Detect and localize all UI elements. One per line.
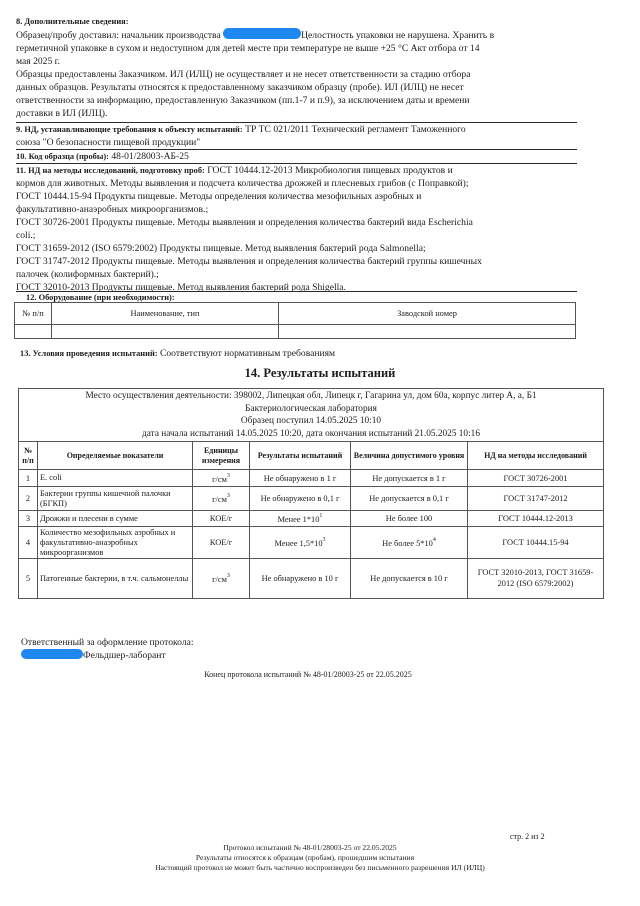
row-result <box>250 487 351 511</box>
result-exponent: 1 <box>319 513 323 519</box>
row-method: ГОСТ 32010-2013, ГОСТ 31659-2012 (ISO 6579:2002) <box>468 559 604 599</box>
row-unit <box>193 527 250 559</box>
table-row <box>19 527 604 559</box>
method-line: факультативно-анаэробных микроорганизмов.; <box>16 204 209 215</box>
row-result <box>250 559 351 599</box>
method-line: ГОСТ 31747-2012 Продукты пищевые. Методы выявления и определения количества бактерий группы кишечных <box>16 256 482 267</box>
method-line: кормов для животных. Методы выявления и подсчета количества дрожжей и плесневых грибов (с Поправкой); <box>16 178 469 189</box>
section-8-para2-line4: доставки в ИЛ (ИЛЦ). <box>16 108 108 119</box>
row-method: ГОСТ 30726-2001 <box>468 470 604 487</box>
row-number: 5 <box>19 559 38 599</box>
section-9-text2: союза "О безопасности пищевой продукции" <box>16 137 201 148</box>
row-unit <box>193 487 250 511</box>
results-info <box>19 389 604 442</box>
row-unit <box>193 511 250 527</box>
row-limit <box>351 470 468 487</box>
test-location: Место осуществления деятельности: 398002, Липецкая обл, Липецк г, Гагарина ул, дом 60а, корпус литер А, а, Б1 <box>85 391 537 401</box>
section-8-line3: мая 2025 г. <box>16 56 60 67</box>
method-line: ГОСТ 10444.15-94 Продукты пищевые. Методы определения количества мезофильных аэробных и <box>16 191 422 202</box>
section-9 <box>16 123 576 149</box>
row-method: ГОСТ 10444.12-2013 <box>468 511 604 527</box>
section-8-line2: герметичной упаковке в сухом и недоступном для детей месте при температуре не выше +25 °С Акт отбора от 14 <box>16 43 480 54</box>
equip-cell <box>52 325 279 339</box>
signature-label: Ответственный за оформление протокола: <box>21 637 194 648</box>
equip-cell <box>15 325 52 339</box>
result-text: Менее 1*10 <box>277 515 320 524</box>
footer-reproduction-note: Настоящий протокол не может быть частично воспроизведен без письменного разрешения ИЛ (ИЛЦ) <box>155 863 485 872</box>
row-number: 2 <box>19 487 38 511</box>
result-text: Не обнаружено в 1 г <box>263 473 337 483</box>
row-indicator: E. coli <box>38 470 193 487</box>
sample-code: 48-01/28003-АБ-25 <box>111 151 189 162</box>
row-unit <box>193 559 250 599</box>
method-line: ГОСТ 10444.12-2013 Микробиология пищевых продуктов и <box>207 165 453 176</box>
packaging-text: Целостность упаковки не нарушена. Хранить в <box>301 30 495 41</box>
result-text: Не обнаружено в 10 г <box>261 574 339 583</box>
section-13 <box>20 347 580 360</box>
row-result <box>250 511 351 527</box>
row-limit <box>351 487 468 511</box>
row-number: 1 <box>19 470 38 487</box>
redacted-name <box>21 649 83 659</box>
limit-exponent: 4 <box>432 537 436 543</box>
limit-text: Не более 100 <box>385 514 433 523</box>
section-8-para2-line3: ответственности за информацию, предоставленную Заказчиком (пп.1-7 и п.9), за исключением даты и времени <box>16 95 470 106</box>
test-conditions: Соответствуют нормативным требованиям <box>159 348 336 359</box>
section-12-label: 12. Оборудование (при необходимости): <box>26 293 175 302</box>
result-text: Не обнаружено в 0,1 г <box>260 494 340 503</box>
method-line: ГОСТ 31659-2012 (ISO 6579:2002) Продукты пищевые. Метод выявления бактерий рода Salmonella; <box>16 243 426 254</box>
section-10 <box>16 150 576 163</box>
equip-header-number: № п/п <box>15 303 52 325</box>
method-line: coli.; <box>16 230 36 241</box>
equip-header-serial: Заводской номер <box>279 303 576 325</box>
row-indicator: Патогенные бактерии, в т.ч. сальмонеллы <box>38 559 193 599</box>
page-number: стр. 2 из 2 <box>510 832 545 841</box>
unit-text: г/см <box>212 575 227 584</box>
method-line: палочек (колиформных бактерий).; <box>16 269 159 280</box>
header-indicator: Определяемые показатели <box>38 442 193 470</box>
row-number: 4 <box>19 527 38 559</box>
limit-text: Не допускается в 10 г <box>370 574 448 583</box>
table-row <box>19 559 604 599</box>
unit-text: КОЕ/г <box>209 538 233 547</box>
method-line: ГОСТ 32010-2013 Продукты пищевые. Метод выявления бактерий рода Shigella. <box>16 282 346 293</box>
footer-protocol: Протокол испытаний № 48-01/28003-25 от 22.05.2025 <box>223 843 397 852</box>
sample-received: Образец поступил 14.05.2025 10:10 <box>240 416 382 426</box>
signature-block <box>21 636 581 662</box>
header-limit: Величина допустимого уровня <box>351 442 468 470</box>
row-indicator: Количество мезофильных аэробных и факультативно-анаэробных микроорганизмов <box>38 527 193 559</box>
result-text: Менее 1,5*10 <box>274 539 323 548</box>
section-13-label: 13. Условия проведения испытаний: <box>20 349 158 358</box>
section-11 <box>16 164 576 294</box>
method-line: ГОСТ 30726-2001 Продукты пищевые. Методы выявления и определения количества бактерий вида Escherichia <box>16 217 473 228</box>
row-limit <box>351 559 468 599</box>
end-of-protocol: Конец протокола испытаний № 48-01/28003-25 от 22.05.2025 <box>204 670 412 679</box>
section-8-para2-line2: данных образцов. Результаты относятся к предоставленному заказчиком образцу (пробе). ИЛ (ИЛЦ) не несет <box>16 82 464 93</box>
row-result <box>250 527 351 559</box>
result-exponent: 3 <box>322 537 326 543</box>
section-8-line1 <box>16 28 576 42</box>
row-method: ГОСТ 10444.15-94 <box>468 527 604 559</box>
delivered-by-text: Образец/пробу доставил: начальник производства <box>16 30 221 41</box>
equip-header-name: Наименование, тип <box>52 303 279 325</box>
table-row <box>19 470 604 487</box>
footer-results-note: Результаты относятся к образцам (пробам), прошедшим испытания <box>195 853 415 862</box>
limit-text: Не допускается в 0,1 г <box>369 494 449 503</box>
signature-position: Фельдшер-лаборант <box>83 650 166 661</box>
equipment-table <box>14 302 576 339</box>
row-number: 3 <box>19 511 38 527</box>
page-footer <box>0 843 640 873</box>
test-dates: дата начала испытаний 14.05.2025 10:20, дата окончания испытаний 21.05.2025 10:16 <box>142 428 480 439</box>
row-method: ГОСТ 31747-2012 <box>468 487 604 511</box>
equip-cell <box>279 325 576 339</box>
row-indicator: Бактерии группы кишечной палочки (БГКП) <box>38 487 193 511</box>
header-unit: Единицы измерения <box>193 442 250 470</box>
section-10-label: 10. Код образца (пробы): <box>16 152 109 161</box>
table-row <box>19 511 604 527</box>
row-indicator: Дрожжи и плесени в сумме <box>38 511 193 527</box>
results-table <box>18 388 604 599</box>
limit-text: Не более 5*10 <box>382 539 433 548</box>
unit-exponent: 3 <box>226 472 230 479</box>
header-method: НД на методы исследований <box>468 442 604 470</box>
unit-text: г/см <box>212 495 227 504</box>
results-title: 14. Результаты испытаний <box>244 366 396 380</box>
section-9-text1: ТР ТС 021/2011 Технический регламент Таможенного <box>245 124 466 135</box>
unit-text: КОЕ/г <box>209 514 233 523</box>
row-limit <box>351 511 468 527</box>
section-8 <box>16 15 576 120</box>
table-row <box>19 487 604 511</box>
unit-exponent: 3 <box>226 493 230 499</box>
row-limit <box>351 527 468 559</box>
section-11-label: 11. НД на методы исследований, подготовку проб: <box>16 166 205 175</box>
unit-text: г/см <box>212 474 227 484</box>
section-9-label: 9. НД, устанавливающие требования к объекту испытаний: <box>16 125 243 134</box>
header-result: Результаты испытаний <box>250 442 351 470</box>
row-unit <box>193 470 250 487</box>
redacted-name <box>223 28 301 39</box>
unit-exponent: 3 <box>226 573 230 579</box>
row-result <box>250 470 351 487</box>
limit-text: Не допускается в 1 г <box>372 473 446 483</box>
section-8-para2-line1: Образцы предоставлены Заказчиком. ИЛ (ИЛЦ) не осуществляет и не несет ответственности за стадию отбора <box>16 69 471 80</box>
lab-name: Бактериологическая лаборатория <box>245 403 377 414</box>
header-number: № п/п <box>19 442 38 470</box>
section-8-heading: 8. Дополнительные сведения: <box>16 17 129 26</box>
